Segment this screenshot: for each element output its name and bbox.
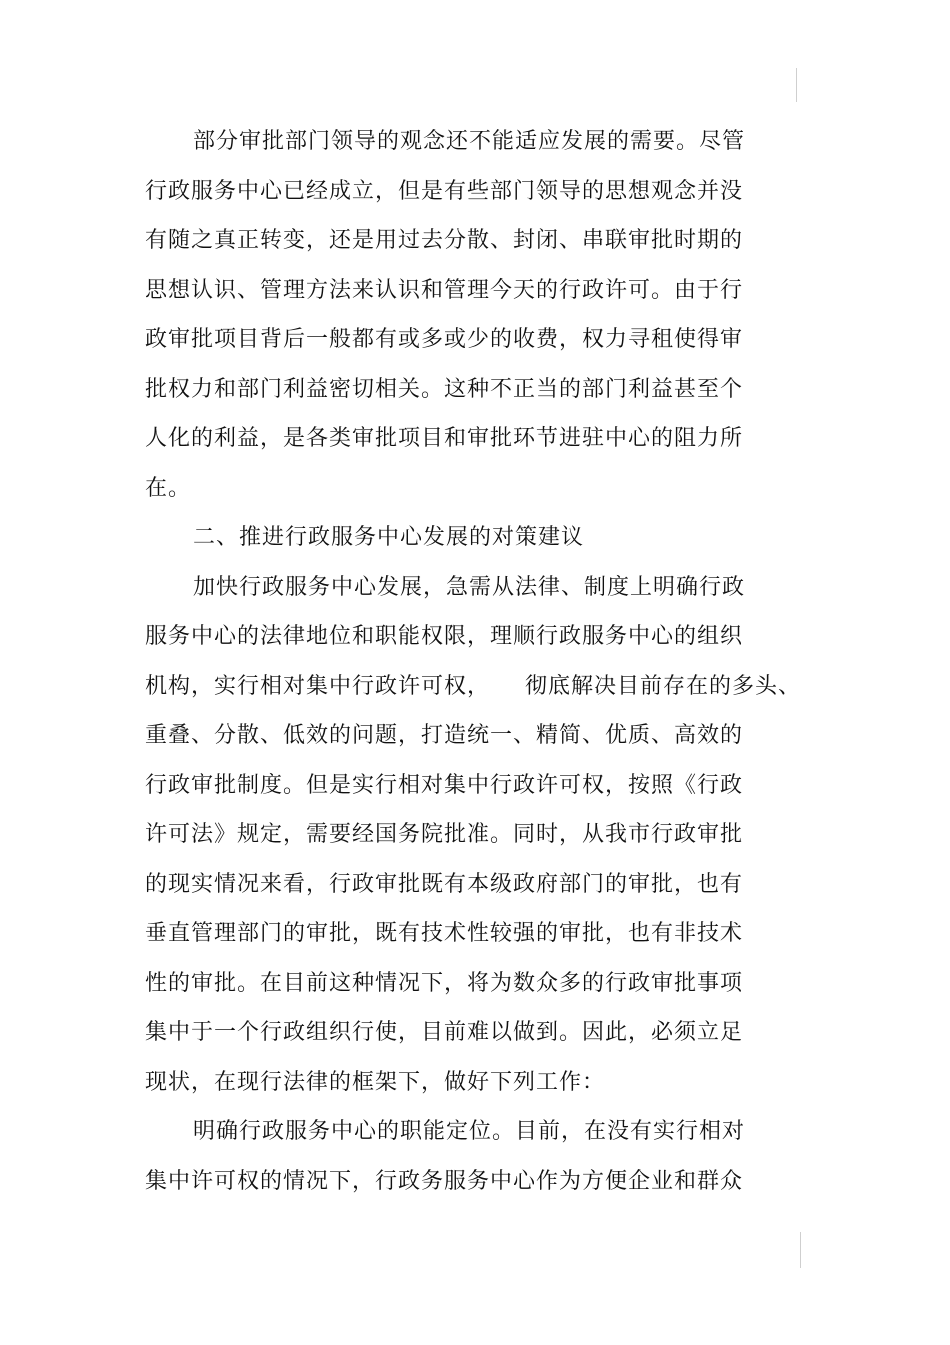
heading-line: 二、推进行政服务中心发展的对策建议 [193,525,585,550]
text-line: 现状，在现行法律的框架下，做好下列工作： [145,1070,606,1095]
text-line: 人化的利益，是各类审批项目和审批环节进驻中心的阻力所 [145,426,744,451]
text-line: 集中于一个行政组织行使，目前难以做到。因此，必须立足 [145,1020,744,1045]
top-right-edge-mark [796,68,797,102]
text-line: 加快行政服务中心发展，急需从法律、制度上明确行政 [193,575,746,600]
text-line: 行政服务中心已经成立，但是有些部门领导的思想观念并没 [145,179,744,204]
text-line: 的现实情况来看，行政审批既有本级政府部门的审批，也有 [145,872,744,897]
text-line: 垂直管理部门的审批，既有技术性较强的审批，也有非技术 [145,921,744,946]
text-line: 机构，实行相对集中行政许可权， 彻底解决目前存在的多头、 [145,674,802,699]
text-line: 有随之真正转变，还是用过去分散、封闭、串联审批时期的 [145,228,744,253]
text-line: 服务中心的法律地位和职能权限，理顺行政服务中心的组织 [145,624,744,649]
text-line: 政审批项目背后一般都有或多或少的收费，权力寻租使得审 [145,327,744,352]
text-line: 部分审批部门领导的观念还不能适应发展的需要。尽管 [193,129,746,154]
text-line: 批权力和部门利益密切相关。这种不正当的部门利益甚至个 [145,377,744,402]
text-line: 明确行政服务中心的职能定位。目前，在没有实行相对 [193,1119,746,1144]
text-line: 许可法》规定，需要经国务院批准。同时，从我市行政审批 [145,822,744,847]
text-line: 行政审批制度。但是实行相对集中行政许可权，按照《行政 [145,773,744,798]
text-line: 性的审批。在目前这种情况下，将为数众多的行政审批事项 [145,971,744,996]
text-line: 集中许可权的情况下，行政务服务中心作为方便企业和群众 [145,1169,744,1194]
bottom-right-edge-mark [800,1232,801,1268]
text-line: 在。 [145,476,192,501]
text-line: 思想认识、管理方法来认识和管理今天的行政许可。由于行 [145,278,744,303]
text-line: 重叠、分散、低效的问题，打造统一、精简、优质、高效的 [145,723,744,748]
